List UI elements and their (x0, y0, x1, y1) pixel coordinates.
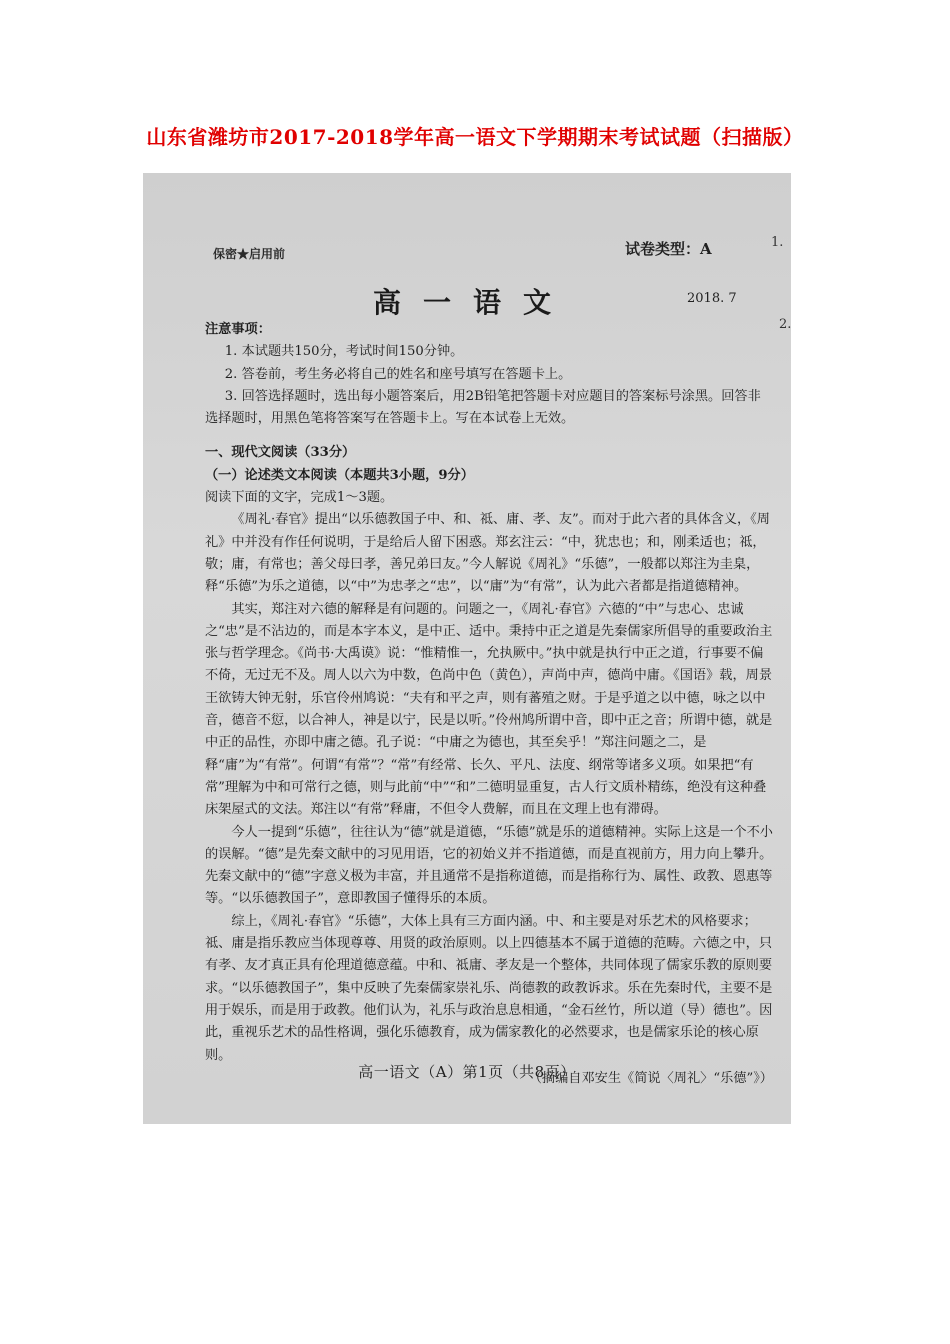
scan-content (143, 173, 791, 1124)
notice-heading: 注意事项： (205, 322, 271, 337)
scanned-page (143, 173, 791, 1124)
edge-mark: 2. (779, 317, 791, 332)
exam-body (205, 319, 773, 1090)
exam-title: 高一语文 (373, 286, 574, 319)
notice-item: 2. 答卷前，考生务必将自己的姓名和座号填写在答题卡上。 (224, 366, 572, 382)
notice-item: 1. 本试题共150分，考试时间150分钟。 (224, 344, 464, 360)
exam-date: 2018. 7 (687, 291, 737, 306)
paper-type-label: 试卷类型：A (625, 240, 712, 258)
article-paragraph: 《周礼·春官》提出“以乐德教国子中、和、祗、庸、孝、友”。而对于此六者的具体含义，《周礼》中并没有作任何说明，于是给后人留下困惑。郑玄注云：“中，犹忠也；和，刚柔适也；祗，敬；庸，有常也；善父母曰孝，善兄弟曰友。”今人解说《周礼》“乐德”，一般都以郑注为圭臬，释“乐德”为乐之道德，以“中”为忠孝之“忠”，以“庸”为“有常”，认为此六者都是指道德精神。 (205, 512, 770, 595)
reading-instruction: 阅读下面的文字，完成1～3题。 (205, 490, 394, 506)
document-title: 山东省潍坊市2017-2018学年高一语文下学期期末考试试题（扫描版） (146, 125, 804, 149)
notice-item: 3. 回答选择题时，选出每小题答案后，用2B铅笔把答题卡对应题目的答案标号涂黑。回答非选择题时，用黑色笔将答案写在答题卡上。写在本试卷上无效。 (205, 388, 761, 427)
article-paragraph: 今人一提到“乐德”，往往认为“德”就是道德，“乐德”就是乐的道德精神。实际上这是一个不小的误解。“德”是先秦文献中的习见用语，它的初始义并不指道德，而是直视前方，用力向上攀升。先秦文献中的“德”字意义极为丰富，并且通常不是指称道德，而是指称行为、属性、政教、恩惠等等。“以乐德教国子”，意即教国子懂得乐的本质。 (205, 824, 773, 907)
page-footer: 高一语文（A）第1页（共8页） (358, 1063, 576, 1081)
confidential-label: 保密★启用前 (213, 247, 286, 261)
article-paragraph: 综上，《周礼·春官》“乐德”，大体上具有三方面内涵。中、和主要是对乐艺术的风格要求；祗、庸是指乐教应当体现尊尊、用贤的政治原则。以上四德基本不属于道德的范畴。六德之中，只有孝、友才真正具有伦理道德意蕴。中和、祗庸、孝友是一个整体，共同体现了儒家乐教的原则要求。“以乐德教国子”，集中反映了先秦儒家崇礼乐、尚德教的政教诉求。乐在先秦时代，主要不是用于娱乐，而是用于政教。他们认为，礼乐与政治息息相通，“金石丝竹，所以道（导）德也”。因此，重视乐艺术的品性格调，强化乐德教育，成为儒家教化的必然要求，也是儒家乐论的核心原则。 (205, 913, 773, 1063)
section-heading: 一、现代文阅读（33分） (205, 445, 356, 461)
subsection-heading: （一）论述类文本阅读（本题共3小题，9分） (205, 467, 474, 483)
edge-mark: 1. (771, 235, 784, 250)
article-source: （摘编自邓安生《简说〈周礼〉“乐德”》） (528, 1070, 773, 1086)
article-paragraph: 其实，郑注对六德的解释是有问题的。问题之一，《周礼·春官》六德的“中”与忠心、忠诚之“忠”是不沾边的，而是本字本义，是中正、适中。秉持中正之道是先秦儒家所倡导的重要政治主张与哲学理念。《尚书·大禹谟》说：“惟精惟一，允执厥中。”执中就是执行中正之道，行事要不偏不倚，无过无不及。周人以六为中数，色尚中色（黄色），声尚中声，德尚中庸。《国语》载，周景王欲铸大钟无射，乐官伶州鸠说：“夫有和平之声，则有蕃殖之财。于是乎道之以中德，咏之以中音，德音不愆，以合神人，神是以宁，民是以听。”伶州鸠所谓中音，即中正之音；所谓中德，就是中正的品性，亦即中庸之德。孔子说：“中庸之为德也，其至矣乎！”郑注问题之二，是释“庸”为“有常”。何谓“有常”？“常”有经常、长久、平凡、法度、纲常等诸多义项。如果把“有常”理解为中和可常行之德，则与此前“中”“和”二德明显重复，古人行文质朴精练，绝没有这种叠床架屋式的文法。郑注以“有常”释庸，不但令人费解，而且在文理上也有滞碍。 (205, 601, 773, 818)
